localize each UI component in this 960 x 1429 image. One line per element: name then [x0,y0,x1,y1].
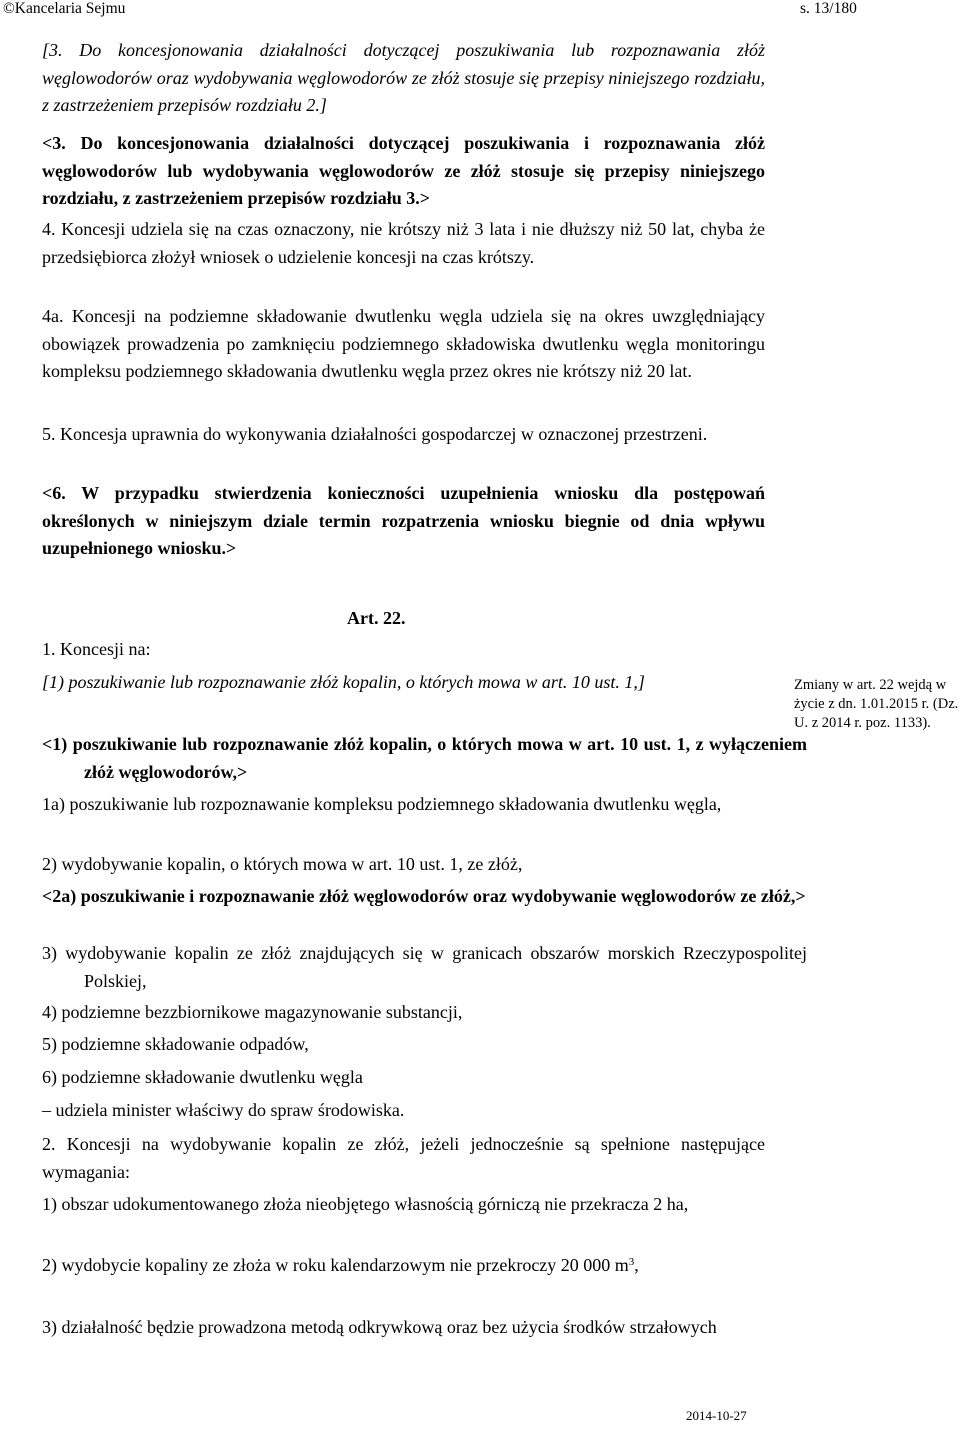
header-source: ©Kancelaria Sejmu [3,0,126,17]
paragraph-5: 5. Koncesja uprawnia do wykonywania działalności gospodarczej w oznaczonej przestrzeni. [42,424,708,444]
footer-date: 2014-10-27 [686,1408,747,1423]
section-2-item-3: 3) działalność będzie prowadzona metodą odkrywkową oraz bez użycia środków strzałowych [42,1317,717,1337]
superscript-3: 3 [628,1256,635,1268]
item-5: 5) podziemne składowanie odpadów, [42,1034,309,1054]
article-22-closing: – udziela minister właściwy do spraw środowiska. [42,1100,405,1120]
paragraph-3-new: <3. Do koncesjonowania działalności dotyczącej poszukiwania i rozpoznawania złóż węglowodorów lub wydobywania węglowodorów ze złóż stosuje się przepisy niniejszego rozdziału, z zastrzeżeniem przepisów rozdziału 3.> [42,133,765,208]
paragraph-4: 4. Koncesji udziela się na czas oznaczony, nie krótszy niż 3 lata i nie dłuższy niż 50 lat, chyba że przedsiębiorca złożył wniosek o udzielenie koncesji na czas krótszy. [42,219,765,267]
article-22-section-1-intro: 1. Koncesji na: [42,639,151,659]
paragraph-3-old: [3. Do koncesjonowania działalności dotyczącej poszukiwania lub rozpoznawania złóż węglowodorów oraz wydobywania węglowodorów ze złóż stosuje się przepisy niniejszego rozdziału, z zastrzeżeniem przepisów rozdziału 2.] [42,40,765,115]
section-2-item-2 [42,1252,807,1280]
item-3: 3) wydobywanie kopalin ze złóż znajdujących się w granicach obszarów morskich Rzeczypospolitej Polskiej, [42,943,807,991]
article-22-section-2-intro: 2. Koncesji na wydobywanie kopalin ze złóż, jeżeli jednocześnie są spełnione następujące wymagania: [42,1134,765,1182]
margin-note: Zmiany w art. 22 wejdą w życie z dn. 1.01.2015 r. (Dz. U. z 2014 r. poz. 1133). [794,677,959,731]
item-1-new: <1) poszukiwanie lub rozpoznawanie złóż kopalin, o których mowa w art. 10 ust. 1, z wyłączeniem złóż węglowodorów,> [42,734,807,782]
item-2a: <2a) poszukiwanie i rozpoznawanie złóż węglowodorów oraz wydobywanie węglowodorów ze złóż,> [42,886,806,906]
item-6: 6) podziemne składowanie dwutlenku węgla [42,1067,363,1087]
item-2: 2) wydobywanie kopalin, o których mowa w art. 10 ust. 1, ze złóż, [42,854,523,874]
item-1-old: [1) poszukiwanie lub rozpoznawanie złóż kopalin, o których mowa w art. 10 ust. 1,] [42,672,645,692]
section-2-item-1: 1) obszar udokumentowanego złoża nieobjętego własnością górniczą nie przekracza 2 ha, [42,1194,689,1214]
paragraph-4a: 4a. Koncesji na podziemne składowanie dwutlenku węgla udziela się na okres uwzględniający obowiązek prowadzenia po zamknięciu podziemnego składowiska dwutlenku węgla monitoringu kompleksu podziemnego składowania dwutlenku węgla przez okres nie krótszy niż 20 lat. [42,306,765,381]
article-title: Art. 22. [347,608,406,628]
section-2-item-2-text: 2) wydobycie kopaliny ze złoża w roku kalendarzowym nie przekroczy 20 000 m [42,1255,629,1275]
item-1a: 1a) poszukiwanie lub rozpoznawanie kompleksu podziemnego składowania dwutlenku węgla, [42,794,722,814]
header-page-number: s. 13/180 [800,0,857,17]
section-2-item-2-end: , [634,1255,639,1275]
paragraph-6: <6. W przypadku stwierdzenia konieczności uzupełnienia wniosku dla postępowań określonych w niniejszym dziale termin rozpatrzenia wniosku biegnie od dnia wpływu uzupełnionego wniosku.> [42,483,765,558]
item-4: 4) podziemne bezzbiornikowe magazynowanie substancji, [42,1002,463,1022]
